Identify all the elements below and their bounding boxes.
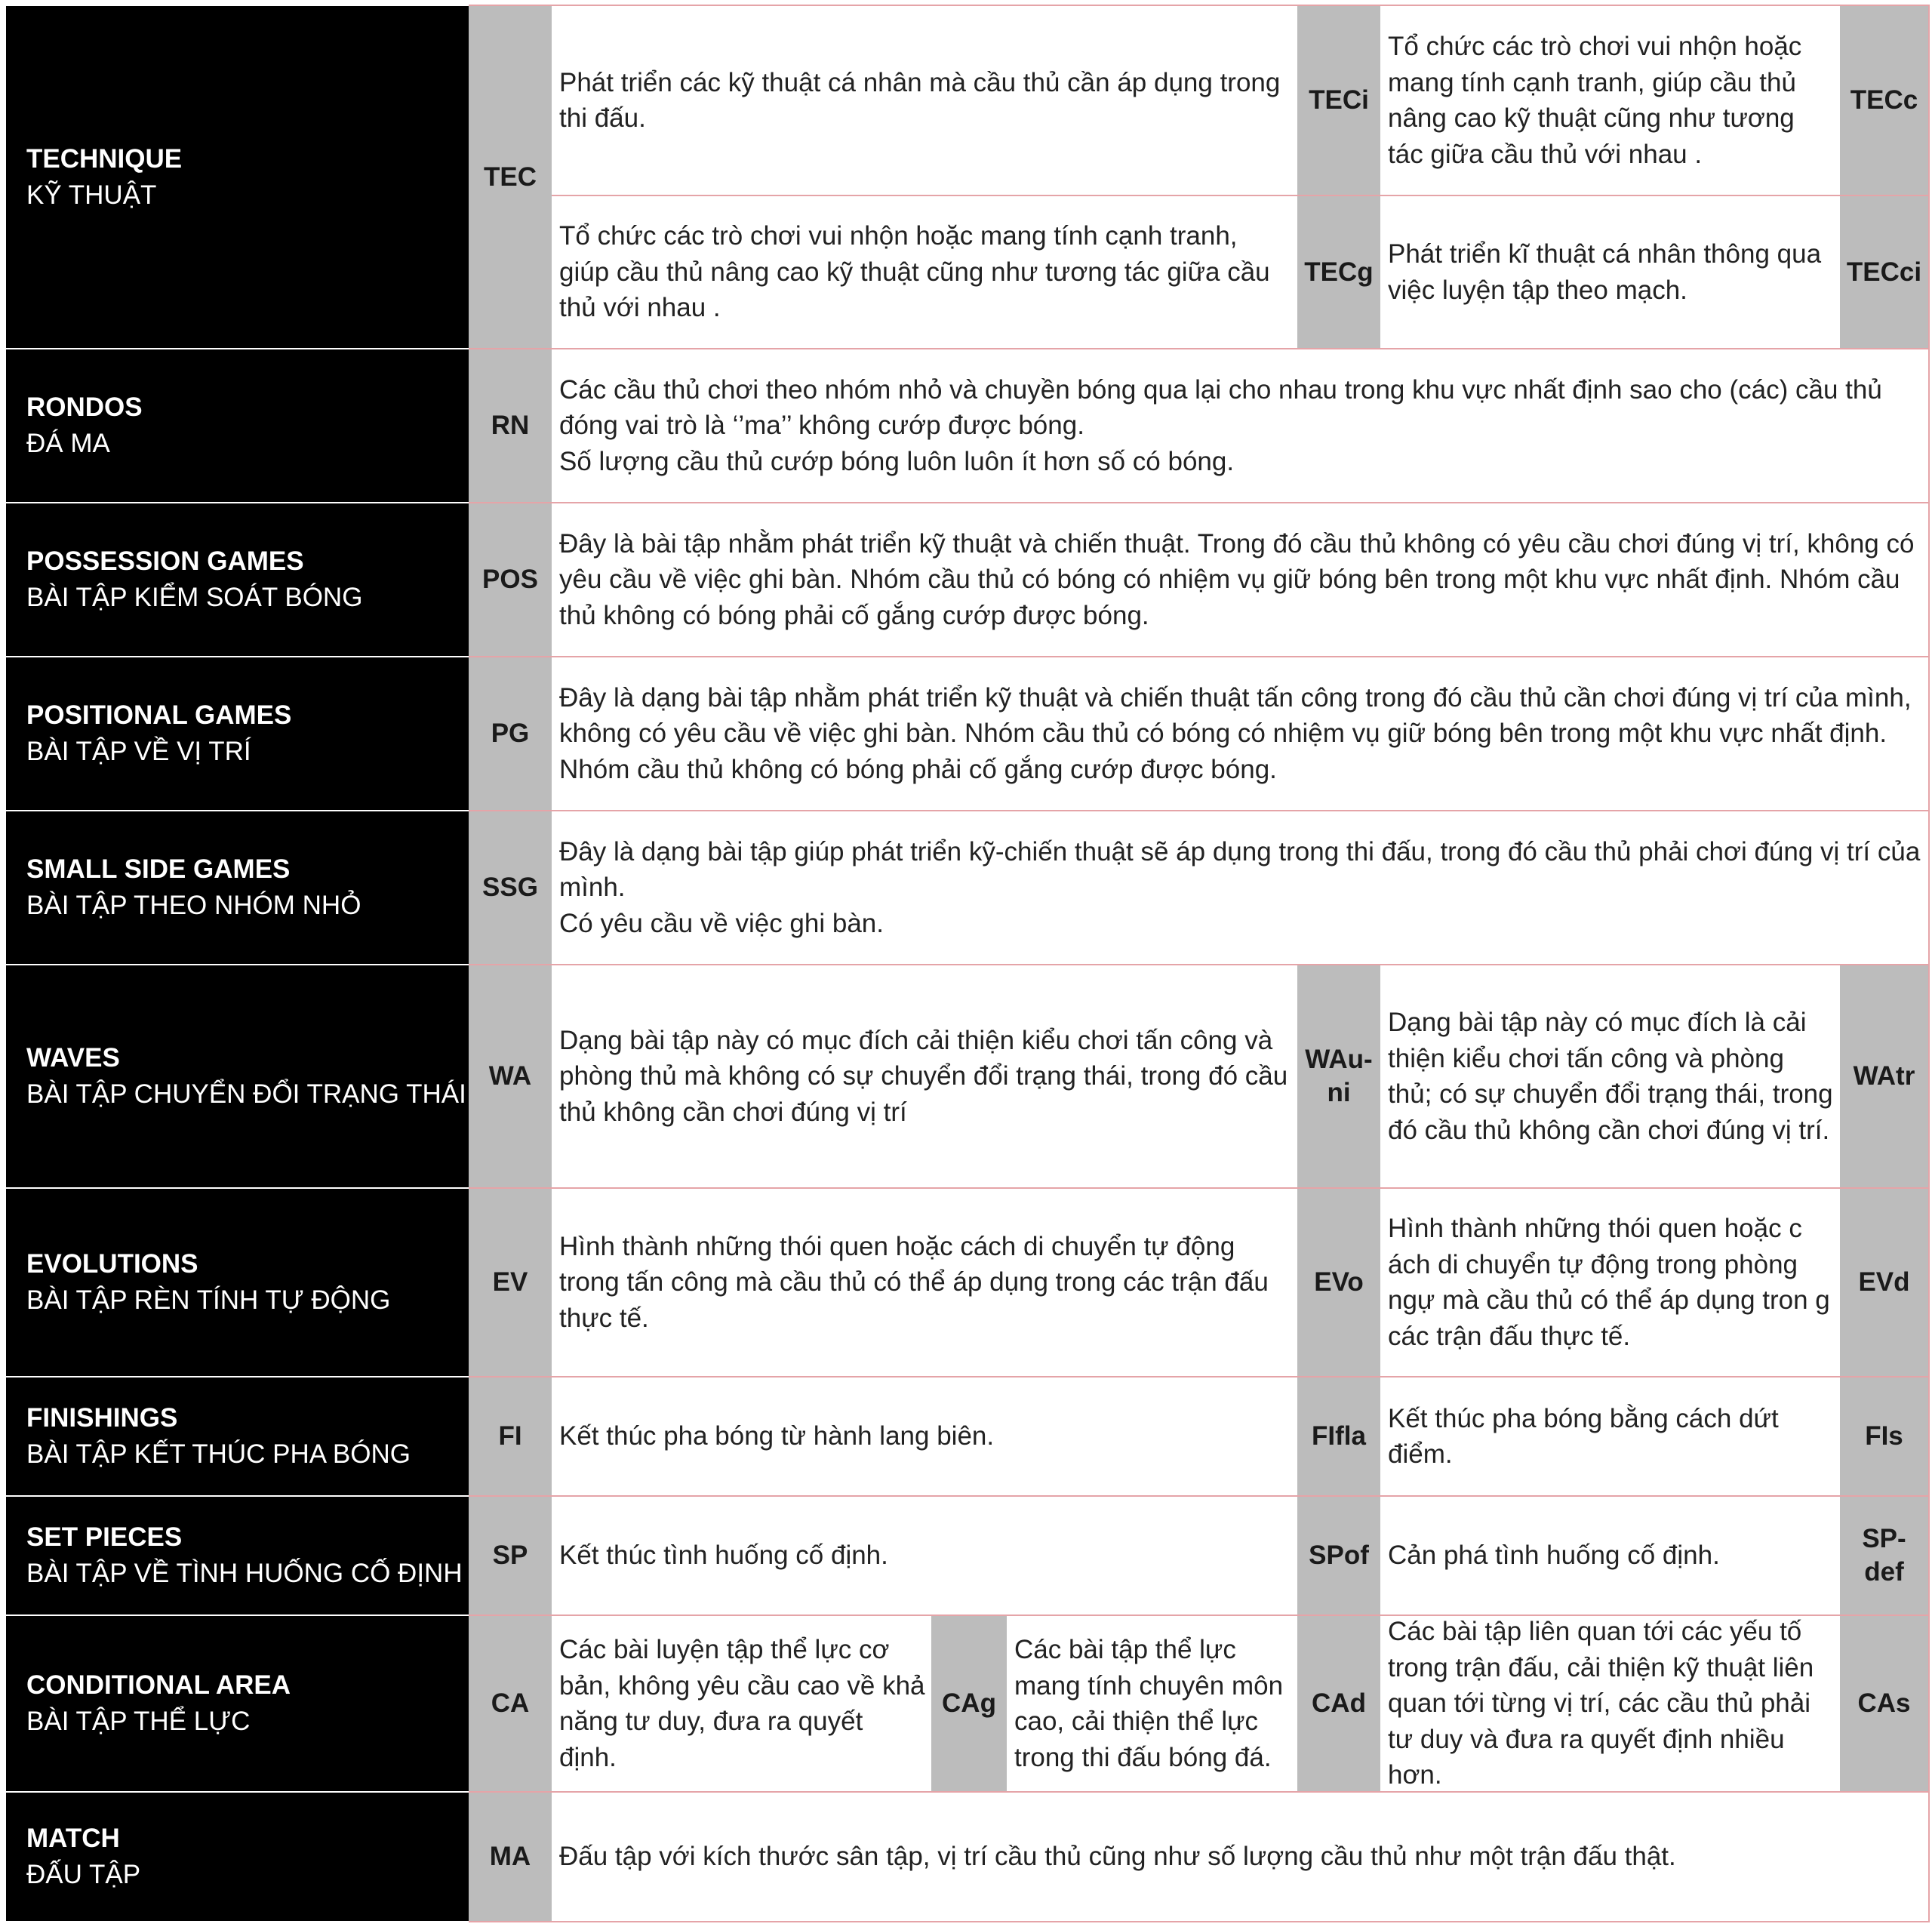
category-title-vi: BÀI TẬP RÈN TÍNH TỰ ĐỘNG <box>26 1285 391 1315</box>
description-tec-2: Tổ chức các trò chơi vui nhộn hoặc mang tính cạnh tranh, giúp cầu thủ nâng cao kỹ thuật cũng như tương tác giữa cầu thủ với nhau . <box>559 221 1270 323</box>
description-cag: Các bài tập thể lực mang tính chuyên môn cao, cải thiện thể lực trong thi đấu bóng đá. <box>1014 1635 1284 1772</box>
code-spof: SPof <box>1297 1497 1380 1614</box>
category-waves <box>6 965 469 1187</box>
description-ssg: Đây là dạng bài tập giúp phát triển kỹ-chiến thuật sẽ áp dụng trong thi đấu, trong đó cầu thủ phải chơi đúng vị trí của mình. Có yêu cầu về việc ghi bàn. <box>559 836 1921 938</box>
category-possession-games <box>6 503 469 656</box>
category-title-en: EVOLUTIONS <box>26 1249 198 1279</box>
row-divider <box>469 1495 1928 1497</box>
code-pg: PG <box>469 657 552 810</box>
code-teci: TECi <box>1297 6 1380 195</box>
code-cas: CAs <box>1840 1616 1928 1791</box>
code-sp: SP <box>469 1497 552 1614</box>
category-title-vi: BÀI TẬP VỀ VỊ TRÍ <box>26 737 251 766</box>
code-ma: MA <box>469 1793 552 1921</box>
code-tecc: TECc <box>1840 6 1928 195</box>
category-small-side-games <box>6 811 469 964</box>
description-evo: Hình thành những thói quen hoặc c ách di chuyển tự động trong phòng ngự mà cầu thủ có thể áp dụng tron g các trận đấu thực tế. <box>1388 1214 1830 1351</box>
row-divider <box>552 195 1928 196</box>
table-border-right <box>1928 5 1930 1922</box>
code-watr: WAtr <box>1840 965 1928 1187</box>
code-wa: WA <box>469 965 552 1187</box>
row-divider <box>469 964 1928 965</box>
category-title-vi: BÀI TẬP KẾT THÚC PHA BÓNG <box>26 1439 411 1469</box>
code-rn: RN <box>469 349 552 502</box>
description-sp: Kết thúc tình huống cố định. <box>559 1541 888 1571</box>
code-cad: CAd <box>1297 1616 1380 1791</box>
row-divider <box>469 656 1928 657</box>
category-title-en: WAVES <box>26 1043 120 1073</box>
description-spof: Cản phá tình huống cố định. <box>1388 1541 1720 1571</box>
description-ev: Hình thành những thói quen hoặc cách di chuyển tự động trong tấn công mà cầu thủ có thể áp dụng trong các trận đấu thực tế. <box>559 1231 1269 1333</box>
code-tecg: TECg <box>1297 196 1380 348</box>
code-tecci: TECci <box>1840 196 1928 348</box>
category-title-vi: BÀI TẬP VỀ TÌNH HUỐNG CỐ ĐỊNH <box>26 1559 463 1588</box>
category-rondos <box>6 349 469 502</box>
code-cag: CAg <box>931 1616 1007 1791</box>
category-positional-games <box>6 657 469 810</box>
code-spdef: SP- def <box>1840 1497 1928 1614</box>
description-ca: Các bài luyện tập thể lực cơ bản, không yêu cầu cao về khả năng tư duy, đưa ra quyết định. <box>559 1635 925 1772</box>
code-tec: TEC <box>469 6 552 348</box>
description-fifla: Kết thúc pha bóng bằng cách dứt điểm. <box>1388 1403 1779 1469</box>
code-pos: POS <box>469 503 552 656</box>
code-fis: FIs <box>1840 1377 1928 1495</box>
code-ca: CA <box>469 1616 552 1791</box>
category-conditional-area <box>6 1616 469 1791</box>
code-evo: EVo <box>1297 1189 1380 1376</box>
row-divider <box>469 502 1928 503</box>
category-match <box>6 1793 469 1921</box>
description-wauni: Dạng bài tập này có mục đích là cải thiện kiểu chơi tấn công và phòng thủ; có sự chuyển đổi trạng thái, trong đó cầu thủ không cần chơi đúng vị trí. <box>1388 1008 1833 1145</box>
code-evd: EVd <box>1840 1189 1928 1376</box>
code-wauni: WAu- ni <box>1297 965 1380 1187</box>
description-pos: Đây là bài tập nhằm phát triển kỹ thuật và chiến thuật. Trong đó cầu thủ không có yêu cầu chơi đúng vị trí, không có yêu cầu về việc ghi bàn. Nhóm cầu thủ có bóng có nhiệm vụ giữ bóng bên trong một khu vực nhất định. Nhóm cầu thủ không có bóng phải cố gắng cướp được bóng. <box>559 528 1915 630</box>
category-title-vi: BÀI TẬP CHUYỂN ĐỔI TRẠNG THÁI <box>26 1079 466 1109</box>
category-title-en: CONDITIONAL AREA <box>26 1670 291 1700</box>
category-evolutions <box>6 1189 469 1376</box>
category-title-vi: BÀI TẬP KIỂM SOÁT BÓNG <box>26 583 363 612</box>
description-tecg: Phát triển kĩ thuật cá nhân thông qua việc luyện tập theo mạch. <box>1388 239 1822 305</box>
code-ssg: SSG <box>469 811 552 964</box>
description-pg: Đây là dạng bài tập nhằm phát triển kỹ thuật và chiến thuật tấn công trong đó cầu thủ cần chơi đúng vị trí của mình, không có yêu cầu về việc ghi bàn. Nhóm cầu thủ có bóng có nhiệm vụ giữ bóng bên trong một khu vực nhất định. Nhóm cầu thủ không có bóng phải cố gắng cướp được bóng. <box>559 682 1912 784</box>
category-title-en: RONDOS <box>26 392 143 422</box>
category-title-vi: KỸ THUẬT <box>26 180 157 210</box>
category-title-en: MATCH <box>26 1824 120 1853</box>
code-ev: EV <box>469 1189 552 1376</box>
description-ma: Đấu tập với kích thước sân tập, vị trí cầu thủ cũng như số lượng cầu thủ như một trận đấu thật. <box>559 1842 1676 1872</box>
row-divider <box>469 1376 1928 1377</box>
category-title-vi: BÀI TẬP THEO NHÓM NHỎ <box>26 891 361 920</box>
category-title-en: TECHNIQUE <box>26 143 183 174</box>
category-title-en: SMALL SIDE GAMES <box>26 854 291 884</box>
row-divider <box>469 1921 1928 1922</box>
code-fi: FI <box>469 1377 552 1495</box>
category-technique <box>6 6 469 348</box>
description-wa: Dạng bài tập này có mục đích cải thiện kiểu chơi tấn công và phòng thủ mà không có sự chuyển đổi trạng thái, trong đó cầu thủ không cần chơi đúng vị trí <box>559 1025 1288 1127</box>
category-finishings <box>6 1377 469 1495</box>
description-fi: Kết thúc pha bóng từ hành lang biên. <box>559 1421 995 1451</box>
row-divider <box>469 1614 1928 1616</box>
row-divider <box>469 348 1928 349</box>
row-divider <box>469 1791 1928 1793</box>
description-teci: Tổ chức các trò chơi vui nhộn hoặc mang tính cạnh tranh, giúp cầu thủ nâng cao kỹ thuật cũng như tương tác giữa cầu thủ với nhau . <box>1388 32 1802 169</box>
description-rn: Các cầu thủ chơi theo nhóm nhỏ và chuyền bóng qua lại cho nhau trong khu vực nhất định sao cho (các) cầu thủ đóng vai trò là ‘’ma’’ không cướp được bóng. Số lượng cầu thủ cướp bóng luôn luôn ít hơn số có bóng. <box>559 374 1882 476</box>
category-set-pieces <box>6 1497 469 1614</box>
description-cad: Các bài tập liên quan tới các yếu tố trong trận đấu, cải thiện kỹ thuật liên quan tới từng vị trí, các cầu thủ phải tư duy và đưa ra quyết định nhiều hơn. <box>1388 1617 1814 1790</box>
category-title-en: SET PIECES <box>26 1522 183 1552</box>
category-title-vi: ĐÁ MA <box>26 429 110 458</box>
category-title-vi: ĐẤU TẬP <box>26 1860 141 1889</box>
category-title-en: POSSESSION GAMES <box>26 546 304 576</box>
category-title-en: FINISHINGS <box>26 1403 178 1433</box>
code-fifla: FIfla <box>1297 1377 1380 1495</box>
category-title-vi: BÀI TẬP THỂ LỰC <box>26 1707 251 1736</box>
category-title-en: POSITIONAL GAMES <box>26 700 292 730</box>
description-tec-1: Phát triển các kỹ thuật cá nhân mà cầu thủ cần áp dụng trong thi đấu. <box>559 67 1281 133</box>
row-divider <box>469 5 1928 6</box>
row-divider <box>469 810 1928 811</box>
row-divider <box>469 1187 1928 1189</box>
